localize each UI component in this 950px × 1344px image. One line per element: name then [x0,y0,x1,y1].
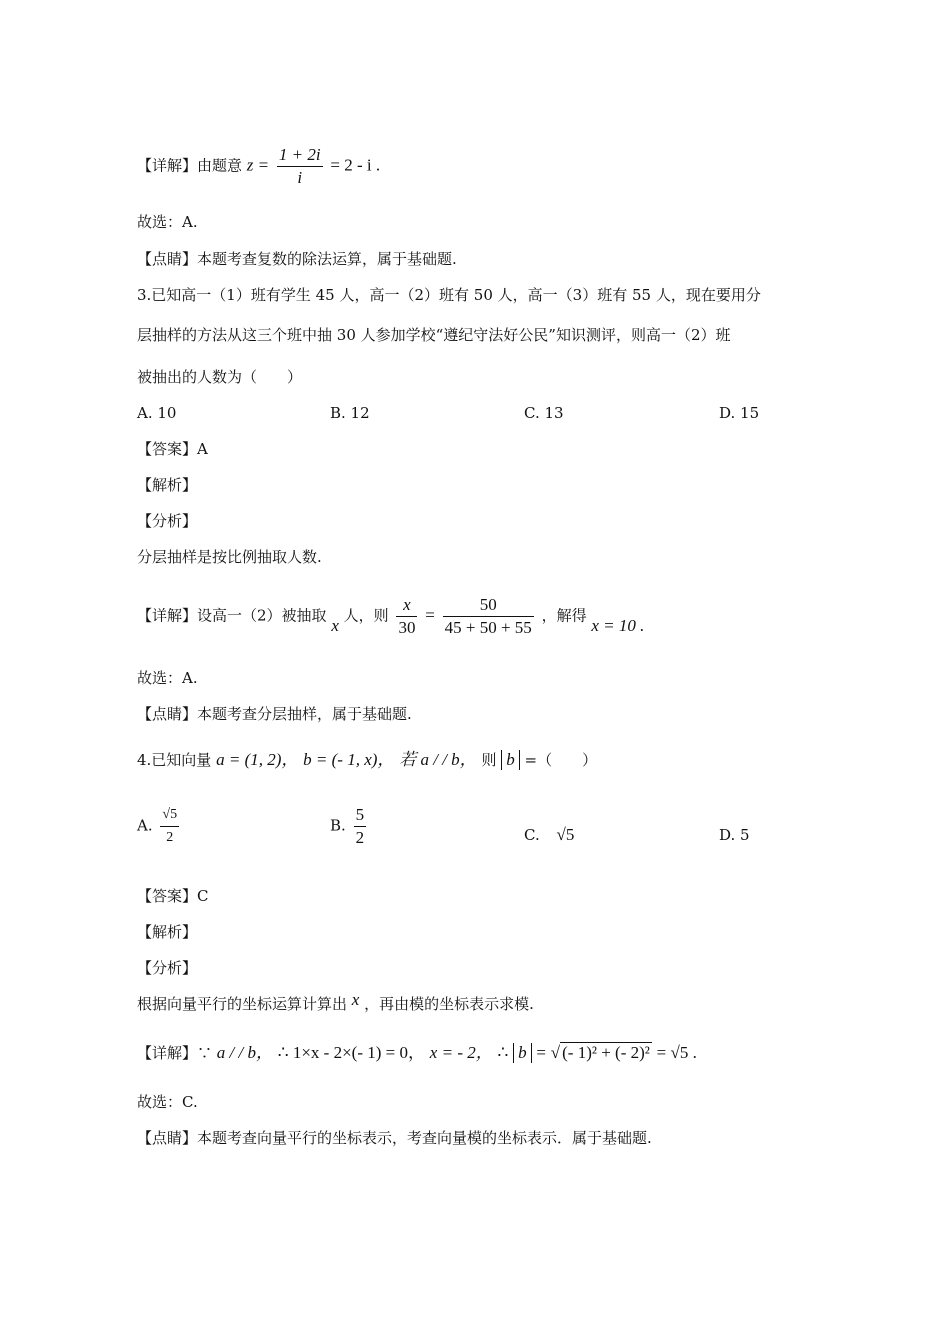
q4-option-c [524,825,574,845]
q4-detail-6: = √5 . [656,1043,697,1062]
q2-detail-lhs: z = [246,155,270,175]
q4-detail-label: 【详解】∵ [137,1044,213,1062]
q4-vec-a: a = (1, 2)， [216,750,299,769]
q4-comment: 【点睛】本题考查向量平行的坐标表示，考查向量模的坐标表示．属于基础题. [137,1129,652,1147]
q3-stem-line-2: 层抽样的方法从这三个班中抽 30 人参加学校“遵纪守法好公民”知识测评，则高一（2）班 [137,326,731,344]
q4-detail-5: = [536,1043,546,1062]
q4-option-b [330,805,369,848]
q3-answer: 【答案】A [137,440,208,458]
q4-answer: 【答案】C [137,887,209,905]
q3-option-c: C. 13 [524,404,564,422]
q3-detail-c: ，解得 [541,606,587,625]
q4-fenxi-label: 【分析】 [137,959,198,977]
q4-detail-radicand: (- 1)² + (- 2)² [562,1043,650,1062]
q3-frac2-den: 45 + 50 + 55 [444,618,532,637]
q2-comment: 【点睛】本题考查复数的除法运算，属于基础题. [137,250,457,268]
q4-option-c-label: C. [524,826,540,844]
q4-option-a-label: A. [137,816,153,835]
q3-detail-line: 【详解】设高一（2）被抽取 x 人，则 $\frac{x}{30}$ = $\frac{50}{45 + 50 + 55}$ ，解得 x = 10 . [137,595,645,637]
q3-option-a: A. 10 [137,404,177,422]
q4-option-a [137,805,182,848]
q4-abs-b: b [501,750,520,770]
q2-detail-line [137,145,380,188]
q3-option-b: B. 12 [330,404,370,422]
q4-then: 则 [481,751,497,769]
q4-choice: 故选：C. [137,1093,198,1111]
q3-detail-b: 人，则 [343,606,389,625]
q4-fenxi-x: x [351,990,360,1009]
q4-option-b-den: 2 [355,828,365,847]
q4-detail-3: x = - 2， [429,1043,493,1062]
q3-stem-line-3: 被抽出的人数为（ ） [137,368,303,386]
q3-frac1-num: x [396,595,417,617]
q4-fenxi-line [137,990,534,1014]
q4-fenxi-b: ，再由模的坐标表示求模. [364,995,534,1013]
q2-detail-rhs: = 2 - i . [330,155,381,175]
q2-frac-den: i [297,168,303,187]
q2-frac-num: 1 + 2i [277,145,323,167]
q3-option-d: D. 15 [719,404,760,422]
q3-fenxi-label: 【分析】 [137,512,198,530]
q3-detail-a: 【详解】设高一（2）被抽取 [137,606,327,625]
q4-fenxi-a: 根据向量平行的坐标运算计算出 [137,995,348,1013]
q4-option-a-fraction [160,805,179,848]
q4-vec-b: b = (- 1, x)， [303,750,395,769]
q4-condition: 若 a / / b， [399,750,477,769]
q2-detail-label: 【详解】由题意 [137,156,243,175]
q4-option-b-label: B. [330,816,346,835]
q3-fraction-1 [396,595,417,638]
q3-analysis-label: 【解析】 [137,476,198,494]
q4-option-b-fraction [354,805,367,848]
q2-detail-fraction [277,145,323,188]
q3-fenxi: 分层抽样是按比例抽取人数. [137,548,322,566]
q4-analysis-label: 【解析】 [137,923,198,941]
q3-choice: 故选：A. [137,669,198,687]
q3-detail-x: x [331,615,339,635]
q3-stem-line-1: 3.已知高一（1）班有学生 45 人，高一（2）班有 50 人，高一（3）班有 55 人，现在要用分 [137,286,761,304]
q4-option-a-num: √5 [160,805,179,827]
q2-choice: 故选：A. [137,213,198,231]
q3-comment: 【点睛】本题考查分层抽样，属于基础题. [137,705,412,723]
q4-detail-abs-b: b [513,1043,532,1063]
q3-fraction-2 [443,595,534,638]
q4-option-c-value: √5 [556,825,575,844]
q4-detail-4: ∴ [497,1043,509,1062]
q4-detail-sqrt: √ (- 1)² + (- 2)² [550,1043,650,1062]
q3-frac1-den: 30 [398,618,416,637]
q4-stem-line [137,750,597,770]
q3-frac2-num: 50 [443,595,534,617]
q4-eq: =（ ） [524,751,598,769]
q4-option-b-num: 5 [354,805,367,827]
q4-detail-1: a / / b， [216,1043,273,1062]
q3-detail-result: x = 10 . [591,615,645,635]
q4-detail-2: ∴ 1×x - 2×(- 1) = 0， [277,1043,426,1062]
q4-detail-line [137,1043,697,1063]
q4-option-a-den: 2 [166,830,174,845]
q4-option-d: D. 5 [719,826,750,844]
q4-stem-prefix: 4.已知向量 [137,751,212,769]
